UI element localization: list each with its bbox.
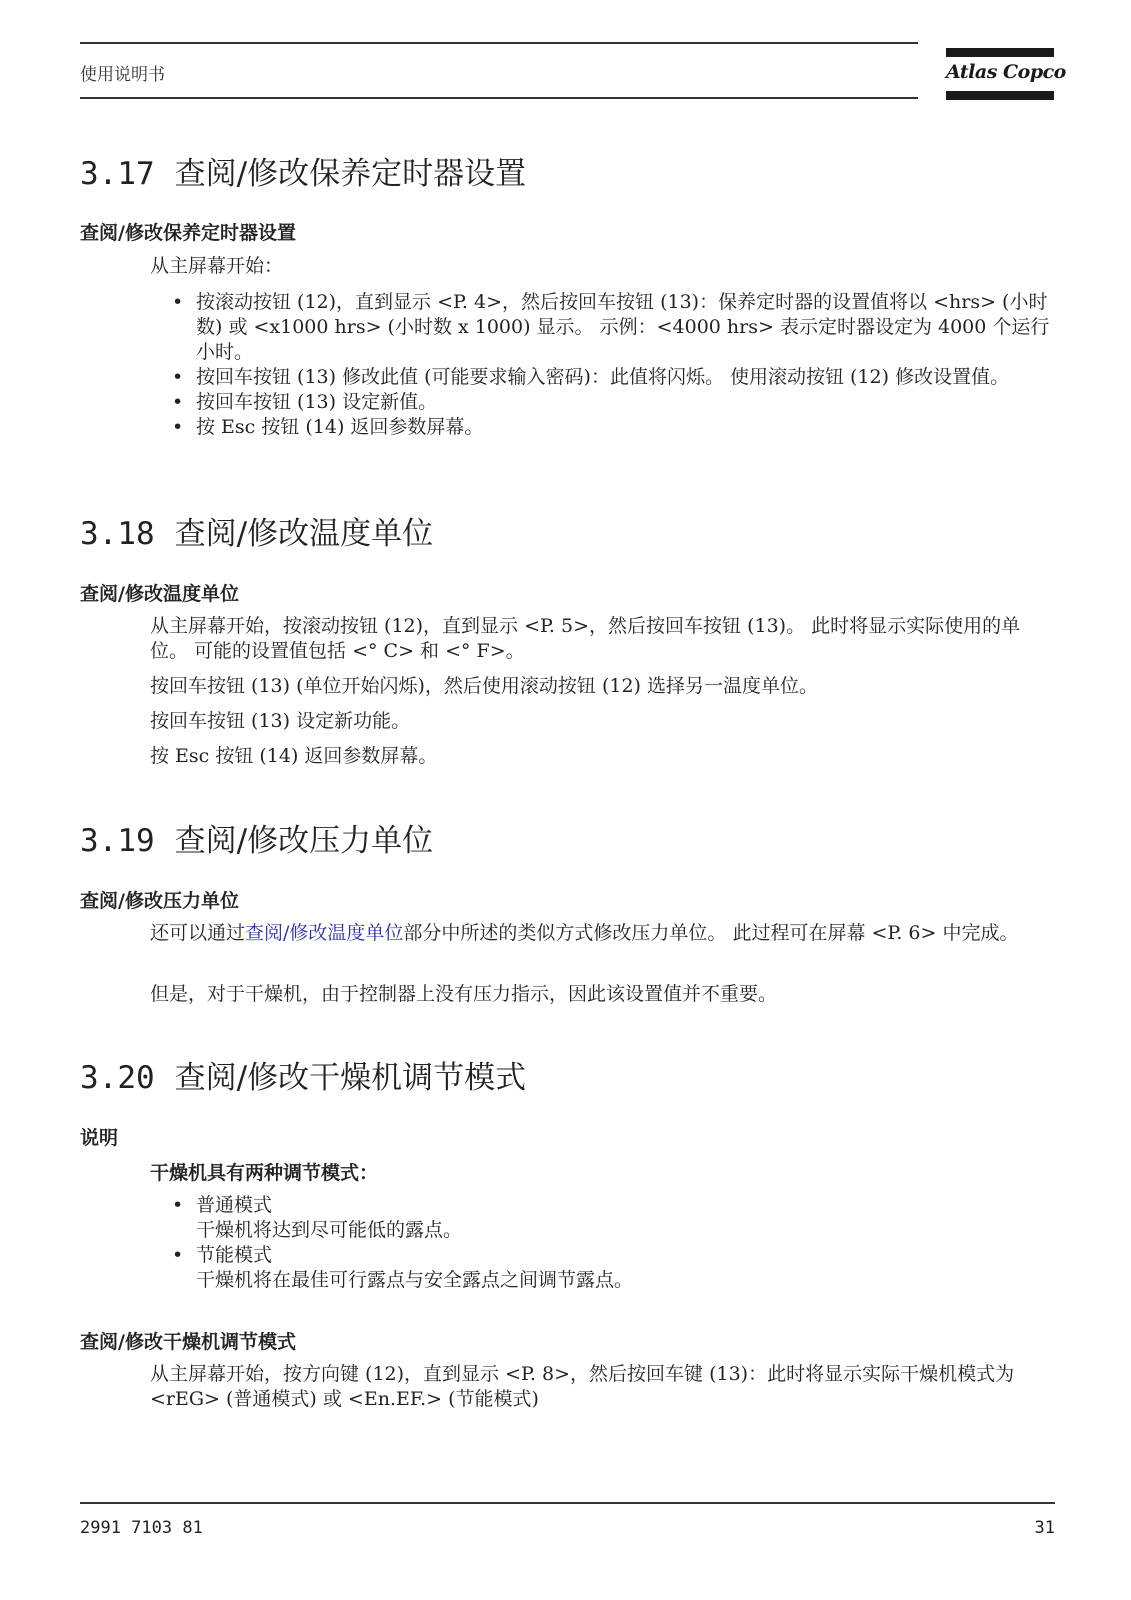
section-3-18-heading: 3.18 查阅/修改温度单位 — [80, 516, 434, 552]
section-3-20-heading: 3.20 查阅/修改干燥机调节模式 — [80, 1060, 527, 1096]
section-3-20-description-heading: 说明 — [80, 1127, 119, 1149]
section-3-19-heading: 3.19 查阅/修改压力单位 — [80, 823, 434, 859]
list-item: • 按滚动按钮 (12)，直到显示 <P. 4>，然后按回车按钮 (13)：保养定时器的设置值将以 <hrs> (小时数) 或 <x1000 hrs> (小时数 x 1000) 显示。 示例：<4000 hrs> 表示定时器设定为 4000 个运行小时。 — [172, 291, 1050, 363]
section-3-17-subheading: 查阅/修改保养定时器设置 — [80, 222, 296, 244]
section-3-19-subheading: 查阅/修改压力单位 — [80, 890, 239, 912]
header-title: 使用说明书 — [80, 65, 165, 85]
list-item: • 按回车按钮 (13) 设定新值。 — [172, 391, 438, 413]
list-item: • 按回车按钮 (13) 修改此值 (可能要求输入密码)：此值将闪烁。 使用滚动按钮 (12) 修改设置值。 — [172, 366, 1010, 388]
section-3-18-para-2: 按回车按钮 (13) (单位开始闪烁)，然后使用滚动按钮 (12) 选择另一温度单位。 — [150, 675, 818, 697]
section-3-17-heading: 3.17 查阅/修改保养定时器设置 — [80, 156, 527, 192]
footer-rule — [80, 1502, 1055, 1504]
header-bottom-rule — [80, 97, 918, 99]
section-3-20-subheading: 查阅/修改干燥机调节模式 — [80, 1331, 296, 1353]
atlas-copco-logo: Atlas Copco — [946, 48, 1054, 100]
page-number: 31 — [1034, 1518, 1055, 1538]
modes-title: 干燥机具有两种调节模式： — [150, 1162, 379, 1184]
section-3-19-para-2: 但是，对于干燥机，由于控制器上没有压力指示，因此该设置值并不重要。 — [150, 983, 778, 1005]
section-3-20-para-1: 从主屏幕开始，按方向键 (12)，直到显示 <P. 8>，然后按回车键 (13)：此时将显示实际干燥机模式为 <rEG> (普通模式) 或 <En.EF.> (节能模式) — [150, 1363, 1015, 1410]
list-item: • 普通模式 干燥机将达到尽可能低的露点。 — [172, 1194, 463, 1241]
document-number: 2991 7103 81 — [80, 1518, 203, 1538]
section-3-19-para-1: 还可以通过查阅/修改温度单位部分中所述的类似方式修改压力单位。 此过程可在屏幕 <P. 6> 中完成。 — [150, 922, 1019, 944]
section-3-17-intro: 从主屏幕开始： — [150, 255, 284, 277]
section-3-18-para-3: 按回车按钮 (13) 设定新功能。 — [150, 710, 411, 732]
section-3-18-para-4: 按 Esc 按钮 (14) 返回参数屏幕。 — [150, 745, 438, 767]
section-3-18-para-1: 从主屏幕开始，按滚动按钮 (12)，直到显示 <P. 5>，然后按回车按钮 (13)。 此时将显示实际使用的单位。 可能的设置值包括 <° C> 和 <° F>。 — [150, 615, 1021, 662]
section-3-17-bullet-list — [150, 290, 1055, 440]
modes-list — [150, 1193, 1055, 1293]
temperature-unit-section-link[interactable]: 查阅/修改温度单位 — [245, 922, 404, 944]
list-item: • 节能模式 干燥机将在最佳可行露点与安全露点之间调节露点。 — [172, 1244, 634, 1291]
section-3-18-subheading: 查阅/修改温度单位 — [80, 583, 239, 605]
header-top-rule — [80, 42, 918, 44]
list-item: • 按 Esc 按钮 (14) 返回参数屏幕。 — [172, 416, 484, 438]
